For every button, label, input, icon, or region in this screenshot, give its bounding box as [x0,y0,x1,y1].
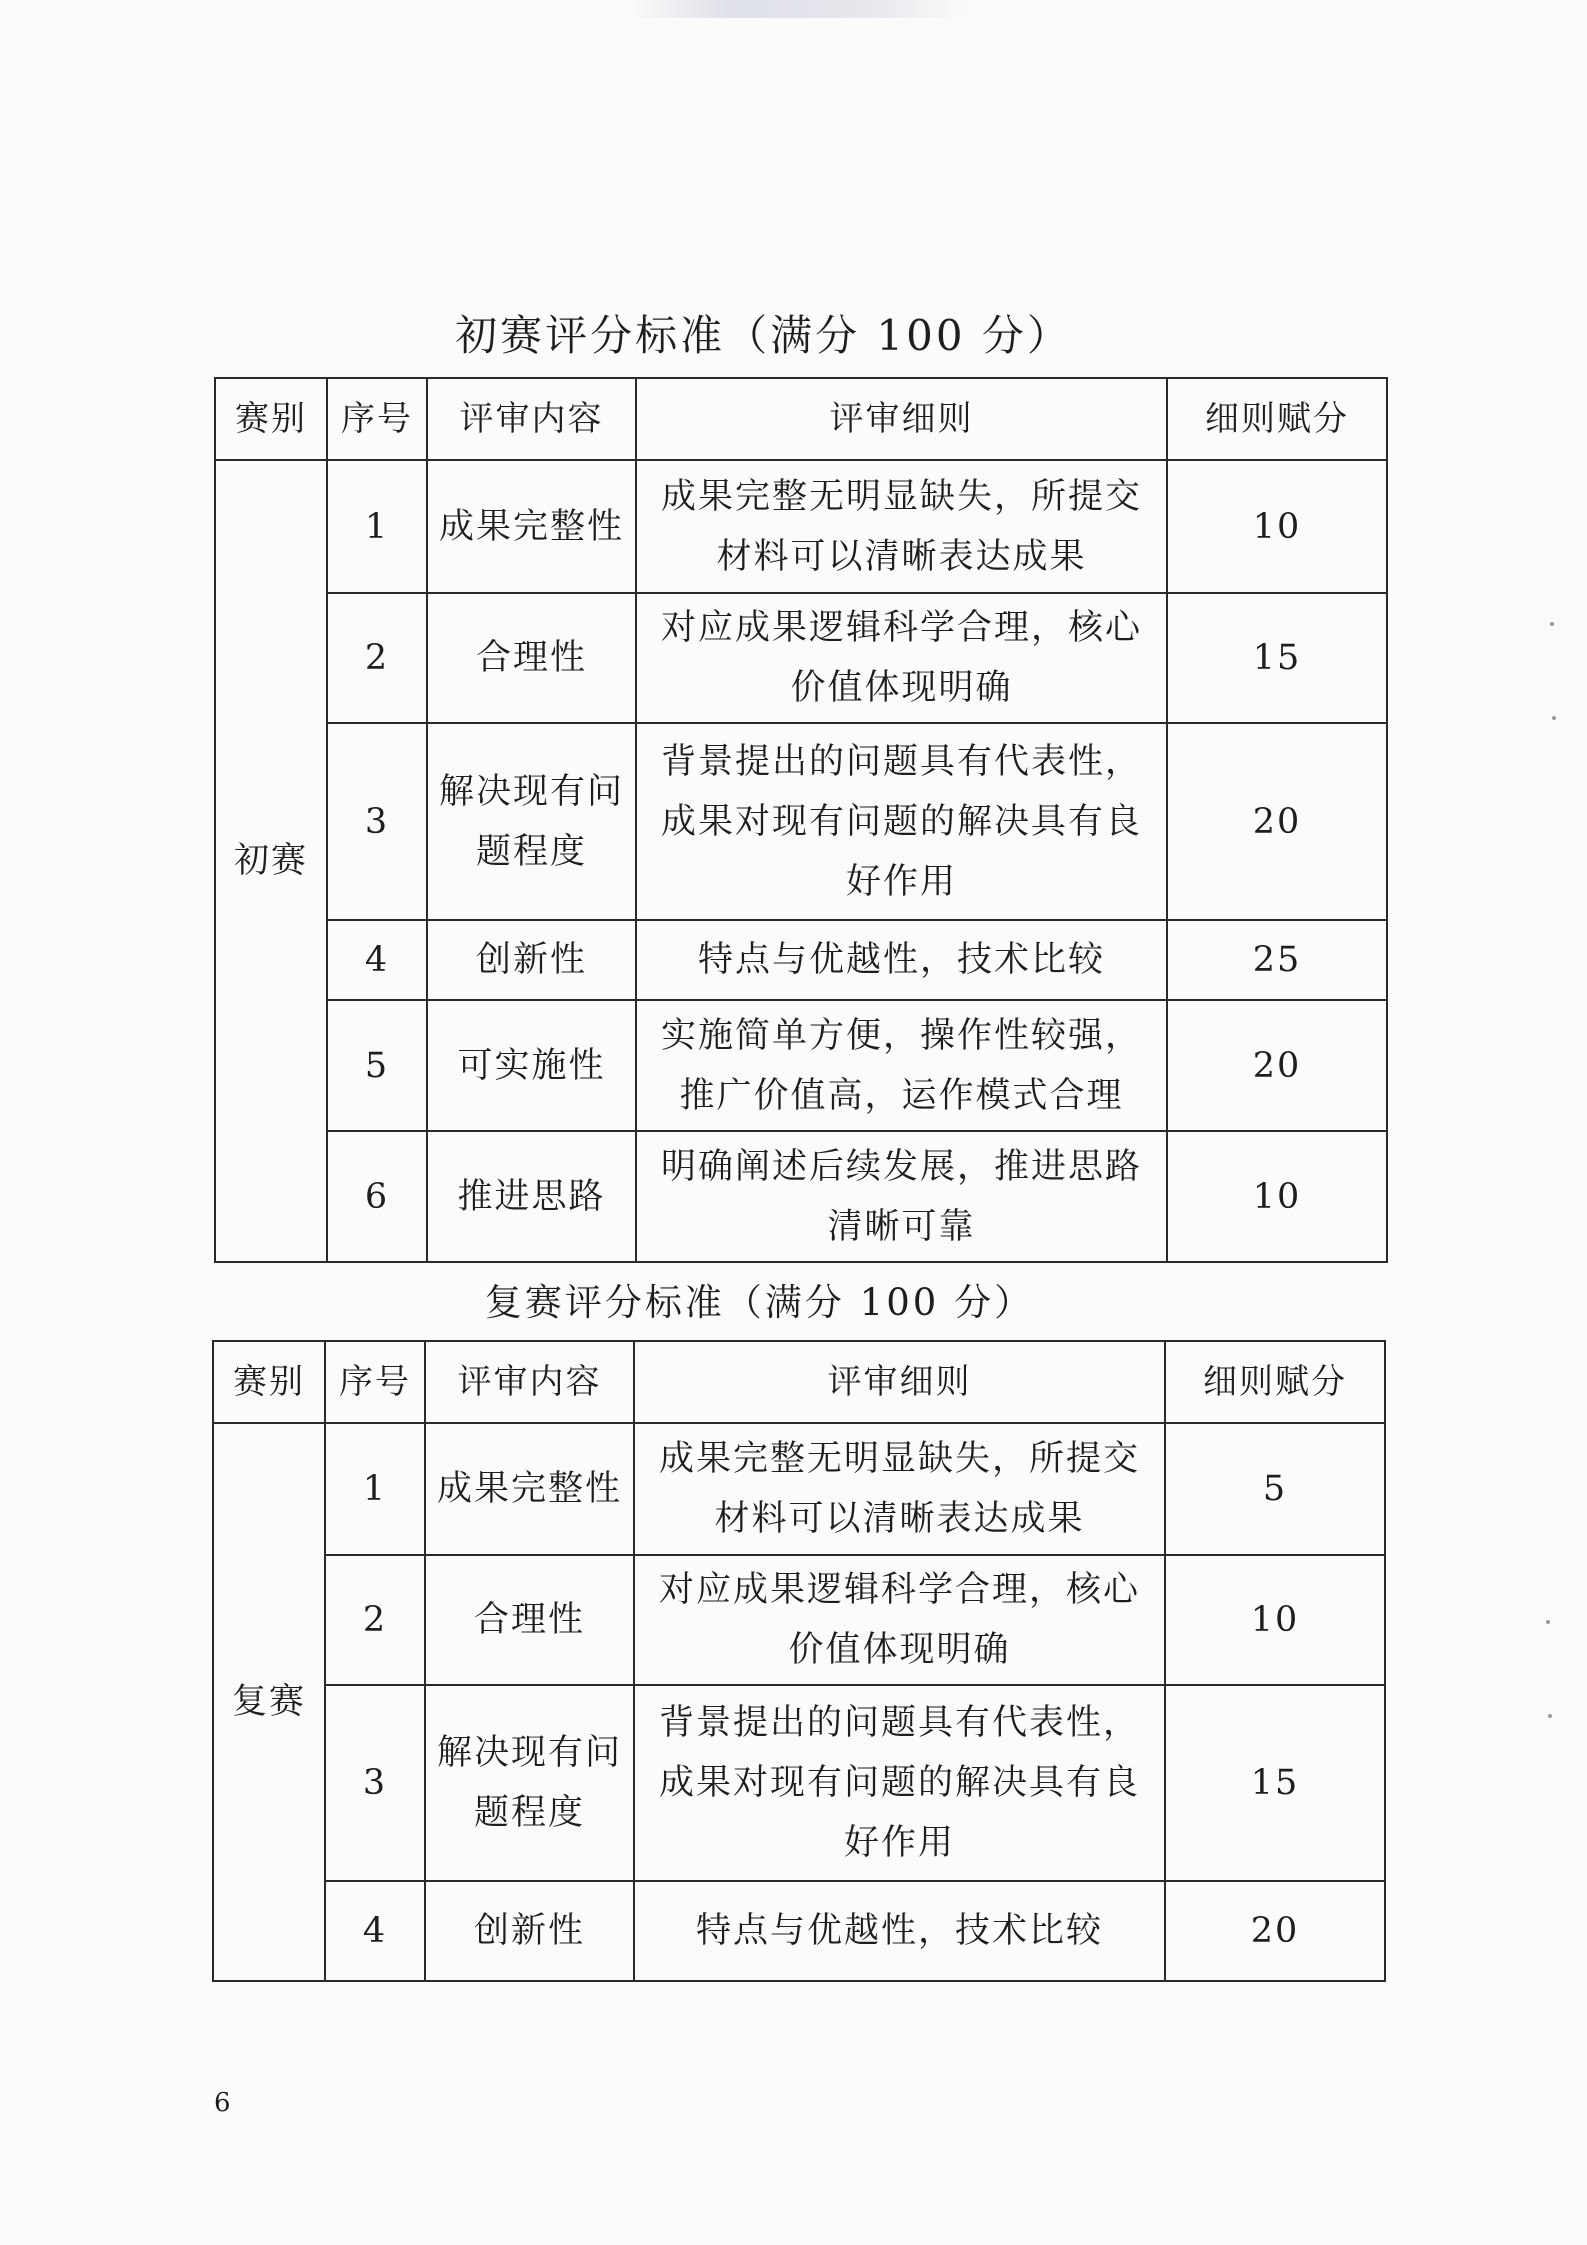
row-detail: 背景提出的问题具有代表性，成果对现有问题的解决具有良好作用 [634,1685,1165,1881]
table-row [215,593,1387,723]
row-detail: 特点与优越性，技术比较 [636,920,1167,1000]
row-number: 1 [327,460,427,593]
row-number: 1 [325,1423,425,1555]
row-item: 创新性 [425,1881,634,1981]
row-item: 合理性 [425,1555,634,1685]
row-detail: 对应成果逻辑科学合理，核心价值体现明确 [636,593,1167,723]
row-score: 15 [1167,593,1387,723]
preliminary-table-title: 初赛评分标准（满分 100 分） [455,311,1072,360]
semifinal-score-table [212,1340,1386,1982]
table-row [213,1555,1385,1685]
row-detail: 背景提出的问题具有代表性，成果对现有问题的解决具有良好作用 [636,723,1167,920]
row-item: 创新性 [427,920,636,1000]
row-score: 10 [1165,1555,1385,1685]
row-number: 4 [325,1881,425,1981]
table-row [215,920,1387,1000]
preliminary-score-table [214,377,1388,1263]
scan-speck [1550,622,1554,626]
row-item: 推进思路 [427,1131,636,1262]
header-stage: 赛别 [215,378,327,460]
row-score: 20 [1167,723,1387,920]
row-score: 25 [1167,920,1387,1000]
row-number: 5 [327,1000,427,1131]
table-row [213,1423,1385,1555]
row-detail: 成果完整无明显缺失，所提交材料可以清晰表达成果 [634,1423,1165,1555]
row-number: 3 [327,723,427,920]
row-item: 解决现有问题程度 [425,1685,634,1881]
page-number: 6 [214,2088,231,2118]
row-score: 10 [1167,1131,1387,1262]
row-item: 成果完整性 [425,1423,634,1555]
table-row [213,1685,1385,1881]
scan-artifact [630,0,970,18]
row-detail: 成果完整无明显缺失，所提交材料可以清晰表达成果 [636,460,1167,593]
header-detail: 评审细则 [636,378,1167,460]
semifinal-table-title: 复赛评分标准（满分 100 分） [484,1281,1035,1324]
header-score: 细则赋分 [1165,1341,1385,1423]
header-score: 细则赋分 [1167,378,1387,460]
row-score: 10 [1167,460,1387,593]
scan-speck [1548,1714,1552,1718]
table-header-row [215,378,1387,460]
header-detail: 评审细则 [634,1341,1165,1423]
row-number: 2 [327,593,427,723]
stage-cell: 复赛 [213,1423,325,1981]
row-detail: 明确阐述后续发展，推进思路清晰可靠 [636,1131,1167,1262]
scan-speck [1546,1620,1550,1624]
row-item: 解决现有问题程度 [427,723,636,920]
stage-cell: 初赛 [215,460,327,1262]
header-item: 评审内容 [427,378,636,460]
row-detail: 特点与优越性，技术比较 [634,1881,1165,1981]
row-item: 可实施性 [427,1000,636,1131]
table-row [213,1881,1385,1981]
table-row [215,1000,1387,1131]
header-number: 序号 [325,1341,425,1423]
row-score: 5 [1165,1423,1385,1555]
row-number: 3 [325,1685,425,1881]
row-detail: 实施简单方便，操作性较强，推广价值高，运作模式合理 [636,1000,1167,1131]
table-header-row [213,1341,1385,1423]
row-score: 20 [1165,1881,1385,1981]
scan-speck [1552,716,1556,720]
header-item: 评审内容 [425,1341,634,1423]
row-item: 合理性 [427,593,636,723]
header-stage: 赛别 [213,1341,325,1423]
row-score: 20 [1167,1000,1387,1131]
table-row [215,1131,1387,1262]
table-row [215,460,1387,593]
row-number: 4 [327,920,427,1000]
row-score: 15 [1165,1685,1385,1881]
row-item: 成果完整性 [427,460,636,593]
header-number: 序号 [327,378,427,460]
table-row [215,723,1387,920]
row-number: 6 [327,1131,427,1262]
row-number: 2 [325,1555,425,1685]
row-detail: 对应成果逻辑科学合理，核心价值体现明确 [634,1555,1165,1685]
